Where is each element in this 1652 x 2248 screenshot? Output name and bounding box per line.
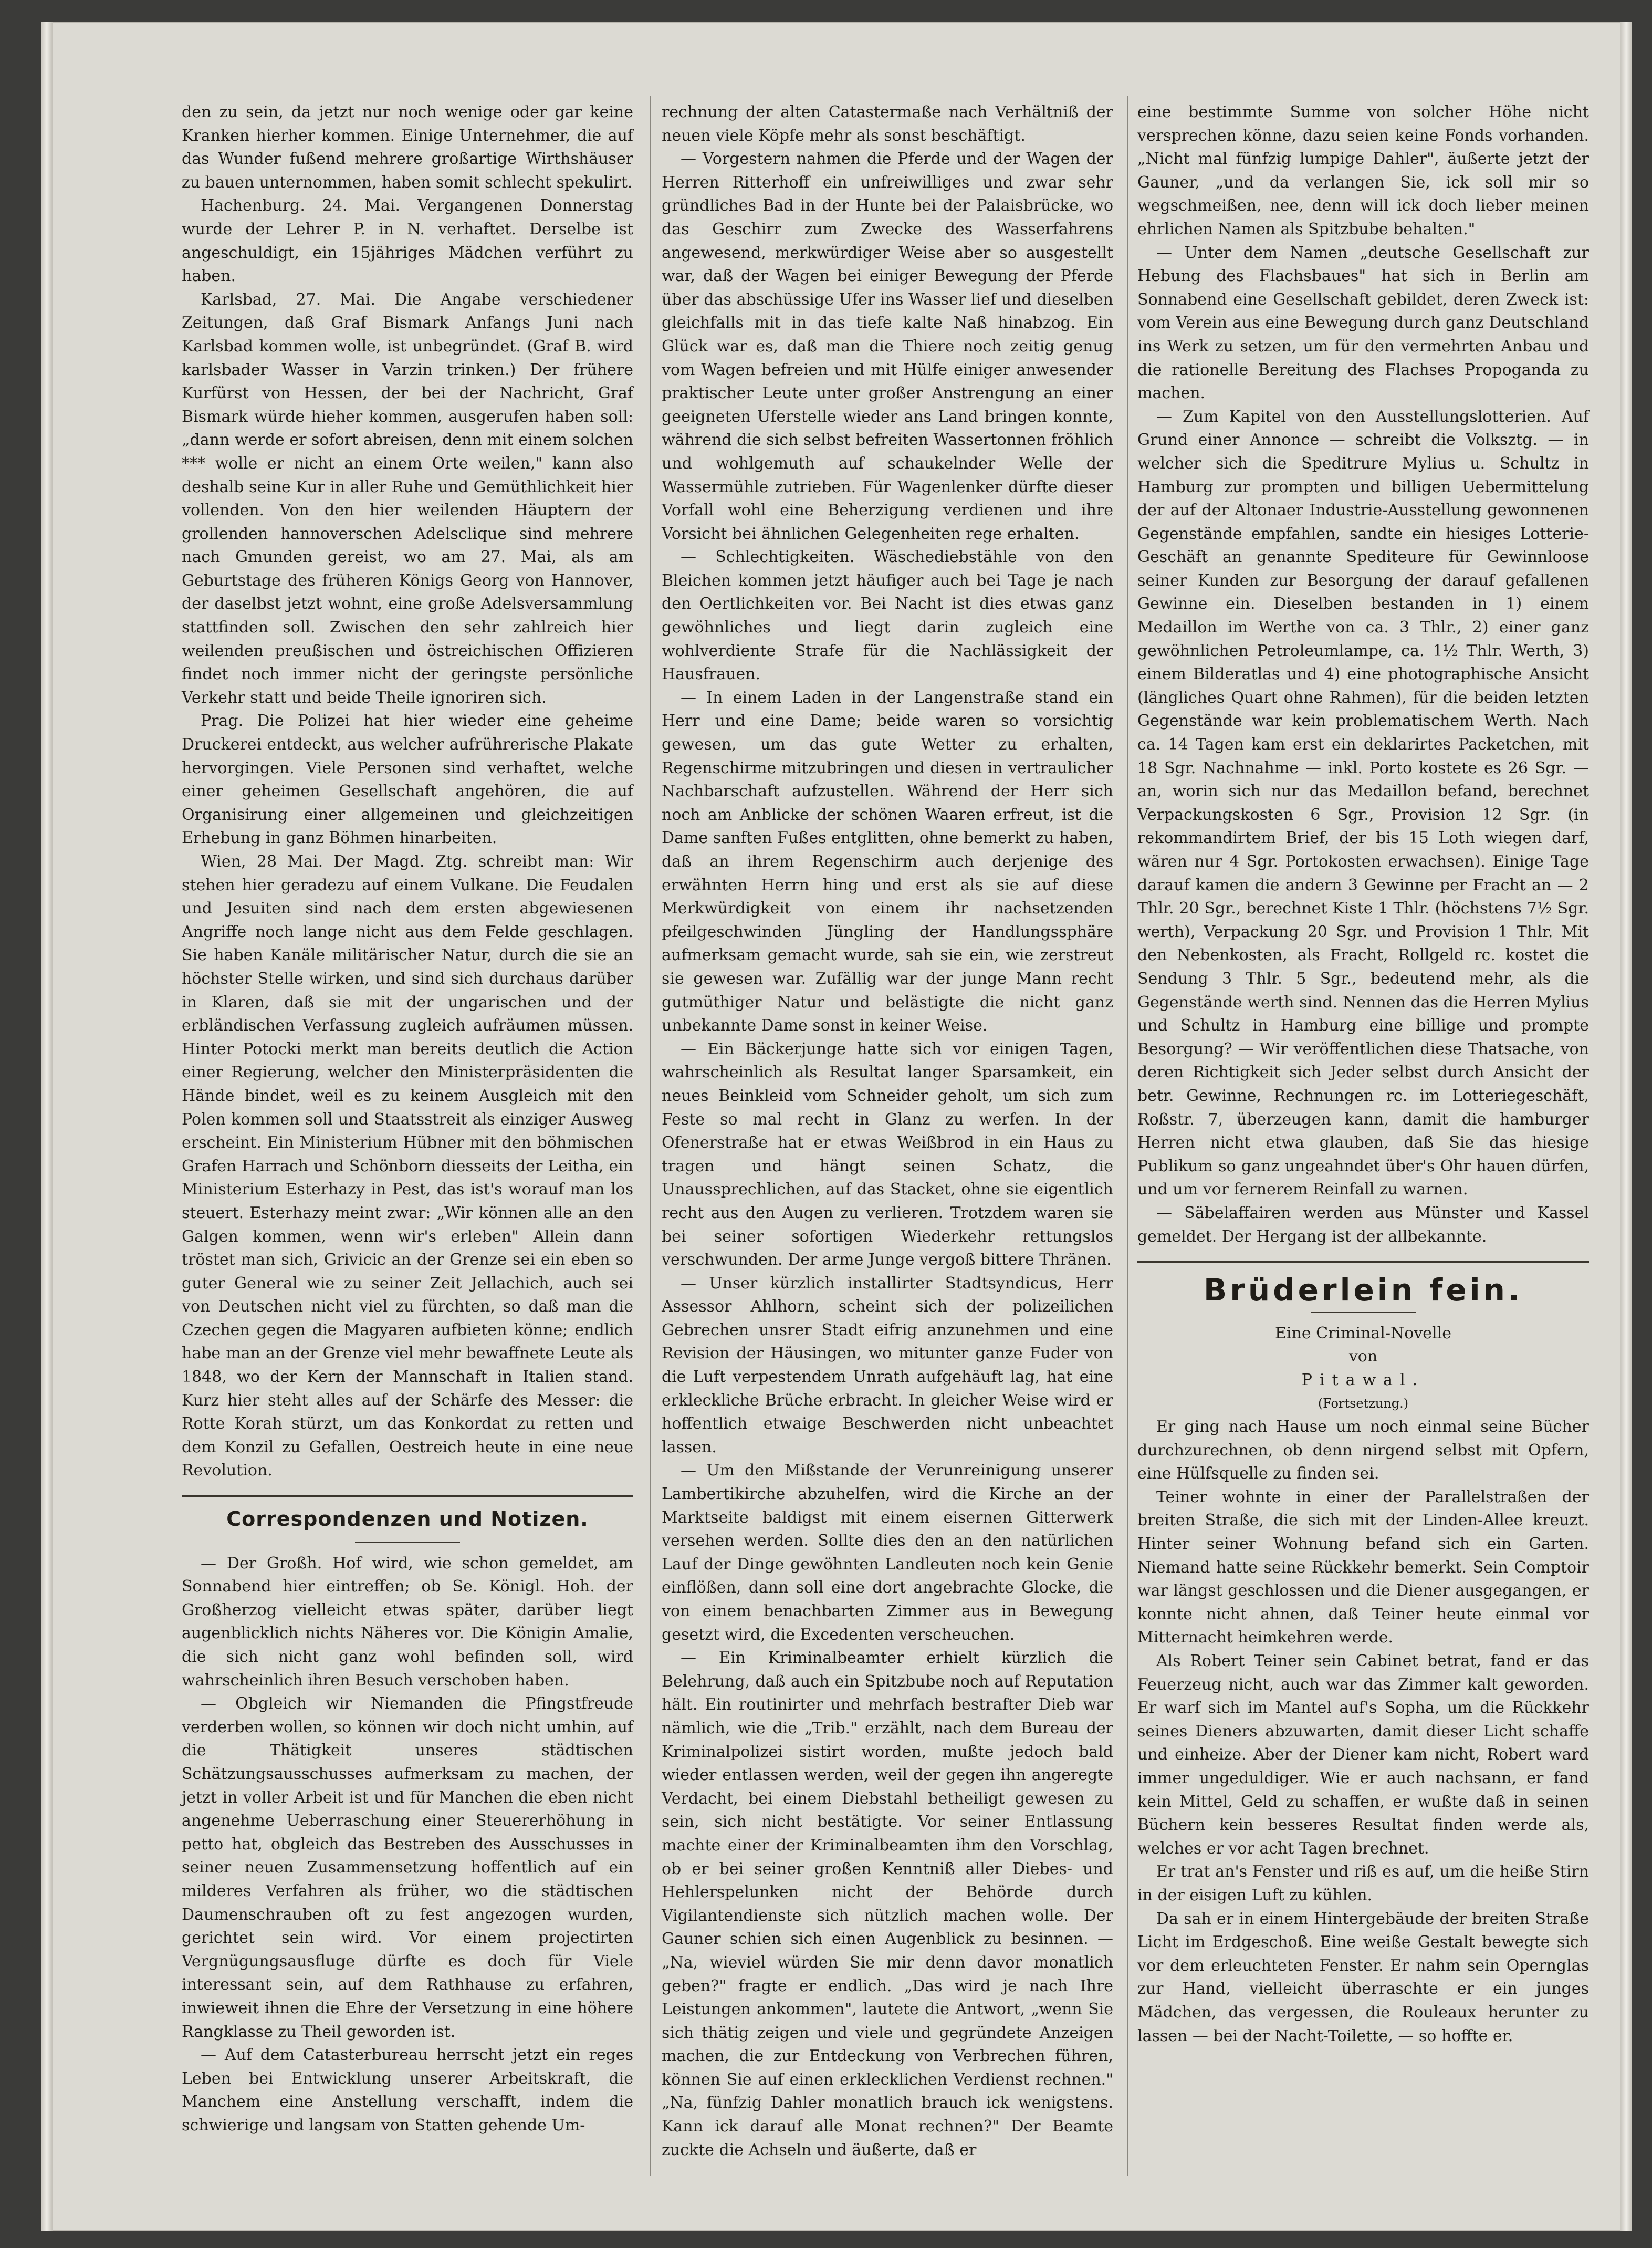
novel-subtitle: Eine Criminal-Novelle xyxy=(1275,1324,1451,1342)
paragraph: Prag. Die Polizei hat hier wieder eine geheime Druckerei entdeckt, aus welcher aufrührerische Plakate hervorgingen. Viele Personen sind verhaftet, welche einer geheimen Gesellschaft angehören, die auf Organisirung einer allgemeinen und gleichzeitigen Erhebung in ganz Böhmen hinarbeiten. xyxy=(182,712,633,848)
note-paragraph: — Der Großh. Hof wird, wie schon gemeldet, am Sonnabend hier eintreffen; ob Se. Königl. Hoh. der Großherzog vielleicht etwas später, darüber liegt augenblicklich nichts Näheres vor. Die Königin Amalie, die sich nicht ganz wohl befinden soll, wird wahrscheinlich ihren Besuch verschoben haben. xyxy=(182,1554,633,1690)
paragraph: rechnung der alten Catastermaße nach Verhältniß der neuen viele Köpfe mehr als sonst beschäftigt. xyxy=(662,103,1113,145)
heading-rule xyxy=(355,1542,460,1543)
page-right-edge xyxy=(1620,22,1632,2231)
paragraph: eine bestimmte Summe von solcher Höhe nicht versprechen könne, dazu seien keine Fonds vorhanden. „Nicht mal fünfzig lumpige Dahler", äußerte jetzt der Gauner, „und da verlangen Sie, ick soll mir so wegschmeißen, nee, denn will ick doch lieber meinen ehrlichen Namen als Spitzbube behalten." xyxy=(1137,103,1589,238)
column-divider xyxy=(1127,96,1128,2176)
column-1 xyxy=(182,101,633,2137)
novel-paragraph: Teiner wohnte in einer der Parallelstraßen der breiten Straße, die sich mit der Linden-Allee kreuzt. Hinter seiner Wohnung befand sich ein Garten. Niemand hatte seine Rückkehr bemerkt. Sein Comptoir war längst geschlossen und die Diener ausgegangen, er konnte nicht ahnen, daß Teiner heute einmal vor Mitternacht heimkehren werde. xyxy=(1137,1487,1589,1647)
novel-paragraph: Er trat an's Fenster und riß es auf, um die heiße Stirn in der eisigen Luft zu kühlen. xyxy=(1137,1862,1589,1904)
newspaper-page xyxy=(41,22,1632,2231)
page-left-edge xyxy=(41,22,53,2231)
paragraph: — In einem Laden in der Langenstraße stand ein Herr und eine Dame; beide waren so vorsichtig gewesen, um das gute Wetter zu erhalten, Regenschirme mitzubringen und diesen in vertraulicher Nachbarschaft aufzustellen. Während der Herr sich noch am Anblicke der schönen Waaren erfreut, ist die Dame sanften Fußes entglitten, ohne bemerkt zu haben, daß an ihrem Regenschirm auch derjenige des erwähnten Herrn hing und erst als sie auf diese Merkwürdigkeit von einem ihr nachsetzenden pfeilgeschwinden Jüngling der Handlungssphäre aufmerksam gemacht wurde, sah sie ein, wie zerstreut sie gewesen war. Zufällig war der junge Mann recht gutmüthiger Natur und belästigte die nicht ganz unbekannte Dame sonst in keiner Weise. xyxy=(662,688,1113,1035)
paragraph: — Unser kürzlich installirter Stadtsyndicus, Herr Assessor Ahlhorn, scheint sich der polizeilichen Gebrechen unsrer Stadt eifrig anzunehmen und eine Revision der Häusingen, wo mitunter ganze Fuder von die Luft verpestendem Unrath aufgehäuft lag, hat eine erkleckliche Brüche erbracht. In gleicher Weise wird er hoffentlich etwaige Beschwerden nicht unbeachtet lassen. xyxy=(662,1274,1113,1456)
novel-von: von xyxy=(1348,1347,1378,1366)
paragraph: — Vorgestern nahmen die Pferde und der Wagen der Herren Ritterhoff ein unfreiwilliges und zwar sehr gründliches Bad in der Hunte bei der Palaisbrücke, wo das Geschirr zum Zwecke des Wasserfahrens angewesend, merkwürdiger Weise aber so ausgestellt war, daß der Wagen bei einiger Bewegung der Pferde über das abschüssige Ufer ins Wasser lief und dieselben gleichfalls mit in das tiefe kalte Naß hinabzog. Ein Glück war es, daß man die Thiere noch zeitig genug vom Wagen befreien und mit Hülfe einiger anwesender praktischer Leute unter großer Anstrengung an einer geeigneten Uferstelle wieder ans Land bringen konnte, während die sich selbst befreiten Wassertonnen fröhlich und wohlgemuth auf schaukelnder Welle der Wassermühle zutrieben. Für Wagenlenker dürfte dieser Vorfall wohl eine Beherzigung verdienen und ihre Vorsicht bei ähnlichen Gelegenheiten rege erhalten. xyxy=(662,150,1113,543)
note-paragraph: — Obgleich wir Niemanden die Pfingstfreude verderben wollen, so können wir doch nicht umhin, auf die Thätigkeit unseres städtischen Schätzungsausschusses aufmerksam zu machen, der jetzt in voller Arbeit ist und für Manchen die eben nicht angenehme Ueberraschung einer Steuererhöhung in petto hat, obgleich das Bestreben des Ausschusses in seiner neuen Zusammensetzung hoffentlich auf ein milderes Verfahren als früher, wo die städtischen Daumenschrauben oft zu fest angezogen wurden, gerichtet sein wird. Vor einem projectirten Vergnügungsausfluge dürfte es doch für Viele interessant sein, auf dem Rathhause zu erfahren, inwieweit ihnen die Ehre der Versetzung in eine höhere Rangklasse zu Theil geworden ist. xyxy=(182,1694,633,2041)
novel-title: Brüderlein fein. xyxy=(1204,1272,1523,1308)
paragraph: — Unter dem Namen „deutsche Gesellschaft zur Hebung des Flachsbaues" hat sich in Berlin am Sonnabend eine Gesellschaft gebildet, deren Zweck ist: vom Verein aus eine Bewegung durch ganz Deutschland ins Werk zu setzen, um für den vermehrten Anbau und die rationelle Bereitung des Flachses Propoganda zu machen. xyxy=(1137,243,1589,403)
column-3 xyxy=(1137,101,1589,2048)
paragraph: Karlsbad, 27. Mai. Die Angabe verschiedener Zeitungen, daß Graf Bismark Anfangs Juni nach Karlsbad kommen wolle, ist unbegründet. (Graf B. wird karlsbader Wasser in Varzin trinken.) Der frühere Kurfürst von Hessen, der bei der Nachricht, Graf Bismark würde hieher kommen, ausgerufen haben soll: „dann werde er sofort abreisen, denn mit einem solchen *** wolle er nicht an einem Orte weilen," kann also deshalb seine Kur in aller Ruhe und Gemüthlichkeit hier vollenden. Von den hier weilenden Häuptern der grollenden hannoverschen Adelsclique sind mehrere nach Gmunden gereist, wo am 27. Mai, als am Geburtstage des früheren Königs Georg von Hannover, der daselbst jetzt wohnt, eine große Adelsversammlung stattfinden soll. Zwischen den sehr zahlreich hier weilenden preußischen und östreichischen Offizieren findet noch immer nicht der geringste persönliche Verkehr statt und beide Theile ignoriren sich. xyxy=(182,290,633,707)
section-rule xyxy=(182,1495,633,1497)
paragraph: Hachenburg. 24. Mai. Vergangenen Donnerstag wurde der Lehrer P. in N. verhaftet. Derselbe ist angeschuldigt, ein 15jähriges Mädchen verführt zu haben. xyxy=(182,196,633,286)
novel-paragraph: Als Robert Teiner sein Cabinet betrat, fand er das Feuerzeug nicht, auch war das Zimmer kalt geworden. Er warf sich im Mantel auf's Sopha, um die Rückkehr seines Dieners abzuwarten, damit dieser Licht schaffe und einheize. Aber der Diener kam nicht, Robert ward immer ungeduldiger. Wie er auch nachsann, er fand kein Mittel, Geld zu schaffen, er wußte daß in seinen Büchern kein besseres Resultat finden werde als, welches er vor acht Tagen brechnet. xyxy=(1137,1652,1589,1858)
paragraph: — Ein Kriminalbeamter erhielt kürzlich die Belehrung, daß auch ein Spitzbube noch auf Reputation hält. Ein routinirter und mehrfach bestrafter Dieb war nämlich, wie die „Trib." erzählt, nach dem Bureau der Kriminalpolizei sistirt worden, mußte jedoch bald wieder entlassen werden, weil der gegen ihn angeregte Verdacht, bei einem Diebstahl betheiligt gewesen zu sein, sich nicht bestätigte. Vor seiner Entlassung machte einer der Kriminalbeamten ihm den Vorschlag, ob er bei seiner großen Kenntniß aller Diebes- und Hehlerspelunken nicht der Behörde durch Vigilantendienste sich nützlich machen wolle. Der Gauner schien sich einen Augenblick zu besinnen. — „Na, wieviel würden Sie mir denn davor monatlich geben?" fragte er endlich. „Das wird je nach Ihre Leistungen ankommen", lautete die Antwort, „wenn Sie sich thätig zeigen und viele und gegründete Anzeigen machen, die zur Entdeckung von Verbrechen führen, können Sie auf einen erklecklichen Verdienst rechnen." „Na, fünfzig Dahler monatlich brauch ick wenigstens. Kann ick darauf alle Monat rechnen?" Der Beamte zuckte die Achseln und äußerte, daß er xyxy=(662,1649,1113,2159)
novel-author: Pitawal. xyxy=(1301,1370,1425,1389)
paragraph: — Zum Kapitel von den Ausstellungslotterien. Auf Grund einer Annonce — schreibt die Volksztg. — in welcher sich die Speditrure Mylius u. Schultz in Hamburg zur prompten und billigen Uebermittelung der auf der Altonaer Industrie-Ausstellung gewonnenen Gegenstände empfahlen, sandte ein hiesiges Lotterie-Geschäft an genannte Spediteure für Gewinnloose seiner Kunden zur Besorgung der darauf gefallenen Gewinne ein. Dieselben bestanden in 1) einem Medaillon im Werthe von ca. 3 Thlr., 2) einer ganz gewöhnlichen Petroleumlampe, ca. 1½ Thlr. Werth, 3) einem Bilderatlas und 4) eine photographische Ansicht (längliches Quart ohne Rahmen), für die beiden letzten Gegenstände war kein problematischem Werth. Nach ca. 14 Tagen kam erst ein deklarirtes Packetchen, mit 18 Sgr. Nachnahme — inkl. Porto kostete es 26 Sgr. — an, worin sich nur das Medaillon befand, berechnet Verpackungskosten 6 Sgr., Provision 12 Sgr. (in rekommandirtem Brief, der bis 15 Loth wiegen darf, wären nur 4 Sgr. Portokosten erwachsen). Einige Tage darauf kamen die andern 3 Gewinne per Fracht an — 2 Thlr. 20 Sgr., berechnet Kiste 1 Thlr. (höchstens 7½ Sgr. werth), Verpackung 20 Sgr. und Provision 1 Thlr. Mit den Nebenkosten, als Fracht, Rollgeld rc. kostet die Sendung 3 Thlr. 5 Sgr., bedeutend mehr, als die Gegenstände werth sind. Nennen das die Herren Mylius und Schultz in Hamburg eine billige und prompte Besorgung? — Wir veröffentlichen diese Thatsache, von deren Richtigkeit sich Jeder selbst durch Ansicht der betr. Gewinne, Rechnungen rc. im Lotteriegeschäft, Roßstr. 7, überzeugen kann, damit die hamburger Herren nicht etwa glauben, daß Sie das hiesige Publikum so ganz ungeahndet über's Ohr hauen dürfen, und um vor fernerem Reinfall zu warnen. xyxy=(1137,407,1589,1199)
paragraph: — Ein Bäckerjunge hatte sich vor einigen Tagen, wahrscheinlich als Resultat langer Sparsamkeit, ein neues Beinkleid vom Schneider geholt, um sich zum Feste so mal recht in Glanz zu werfen. In der Ofenerstraße hat er etwas Weißbrod in ein Haus zu tragen und hängt seinen Schatz, die Unaussprechlichen, auf das Stacket, ohne sie eigentlich recht aus den Augen zu verlieren. Trotzdem waren sie bei seiner sofortigen Wiederkehr rettungslos verschwunden. Der arme Junge vergoß bittere Thränen. xyxy=(662,1039,1113,1269)
section-heading: Correspondenzen und Notizen. xyxy=(226,1507,589,1531)
paragraph: — Um den Mißstande der Verunreinigung unserer Lambertikirche abzuhelfen, wird die Kirche an der Marktseite baldigst mit einem eisernen Gitterwerk versehen werden. Sollte dies den an den natürlichen Lauf der Dinge gewöhnten Landleuten noch kein Genie einflößen, dann soll eine dort angebrachte Glocke, die von einem benachbarten Zimmer aus in Bewegung gesetzt wird, die Excedenten verscheuchen. xyxy=(662,1461,1113,1644)
section-rule xyxy=(1137,1261,1589,1263)
title-rule xyxy=(1311,1312,1416,1313)
novel-paragraph: Er ging nach Hause um noch einmal seine Bücher durchzurechnen, ob denn nirgend selbst mit Opfern, eine Hülfsquelle zu finden sei. xyxy=(1137,1418,1589,1483)
column-divider xyxy=(650,96,651,2176)
column-2 xyxy=(662,101,1113,2162)
paragraph: — Säbelaffairen werden aus Münster und Kassel gemeldet. Der Hergang ist der allbekannte. xyxy=(1137,1203,1589,1246)
note-paragraph: — Auf dem Catasterbureau herrscht jetzt ein reges Leben bei Entwicklung unserer Arbeitskraft, die Manchem eine Anstellung verschafft, indem die schwierige und langsam von Statten gehende Um- xyxy=(182,2046,633,2135)
novel-paragraph: Da sah er in einem Hintergebäude der breiten Straße Licht im Erdgeschoß. Eine weiße Gestalt bewegte sich vor dem erleuchteten Fenster. Er nahm sein Opernglas zur Hand, vielleicht überraschte er ein junges Mädchen, das vergessen, die Rouleaux herunter zu lassen — bei der Nacht-Toilette, — so hoffte er. xyxy=(1137,1909,1589,2045)
paragraph: den zu sein, da jetzt nur noch wenige oder gar keine Kranken hierher kommen. Einige Unternehmer, die auf das Wunder fußend mehrere großartige Wirthshäuser zu bauen unternommen, haben somit schlecht spekulirt. xyxy=(182,103,633,192)
novel-continuation: (Fortsetzung.) xyxy=(1318,1396,1409,1411)
paragraph: — Schlechtigkeiten. Wäschediebstähle von den Bleichen kommen jetzt häufiger auch bei Tage je nach den Oertlichkeiten vor. Bei Nacht ist dies etwas ganz gewöhnliches und liegt darin zugleich eine wohlverdiente Strafe für die Nachlässigkeit der Hausfrauen. xyxy=(662,548,1113,684)
paragraph: Wien, 28 Mai. Der Magd. Ztg. schreibt man: Wir stehen hier geradezu auf einem Vulkane. Die Feudalen und Jesuiten sind nach dem ersten abgewiesenen Angriffe noch lange nicht aus dem Felde geschlagen. Sie haben Kanäle militärischer Natur, durch die sie an höchster Stelle wirken, und sind sich durchaus darüber in Klaren, daß sie mit der ungarischen und der erbländischen Verfassung zugleich aufräumen müssen. Hinter Potocki merkt man bereits deutlich die Action einer Regierung, welcher den Ministerpräsidenten die Hände bindet, weil es zu keinem Ausgleich mit den Polen kommen soll und Staatsstreit als einziger Ausweg erscheint. Ein Ministerium Hübner mit den böhmischen Grafen Harrach und Schönborn diesseits der Leitha, ein Ministerium Esterhazy in Pest, das ist's worauf man los steuert. Esterhazy meint zwar: „Wir können alle an den Galgen kommen, wenn wir's erleben" Allein dann tröstet man sich, Grivicic an der Grenze sei ein eben so guter General wie zu seiner Zeit Jellachich, auch sei von Deutschen nicht viel zu fürchten, so daß man die Czechen gegen die Magyaren aufbieten könne; endlich habe man an der Grenze viel mehr bewaffnete Leute als 1848, wo der Kern der Mannschaft in Italien stand. Kurz hier steht alles auf der Schärfe des Messer: die Rotte Korah stürzt, um das Konkordat zu retten und dem Konzil zu Gefallen, Oestreich heute in eine neue Revolution. xyxy=(182,852,633,1480)
